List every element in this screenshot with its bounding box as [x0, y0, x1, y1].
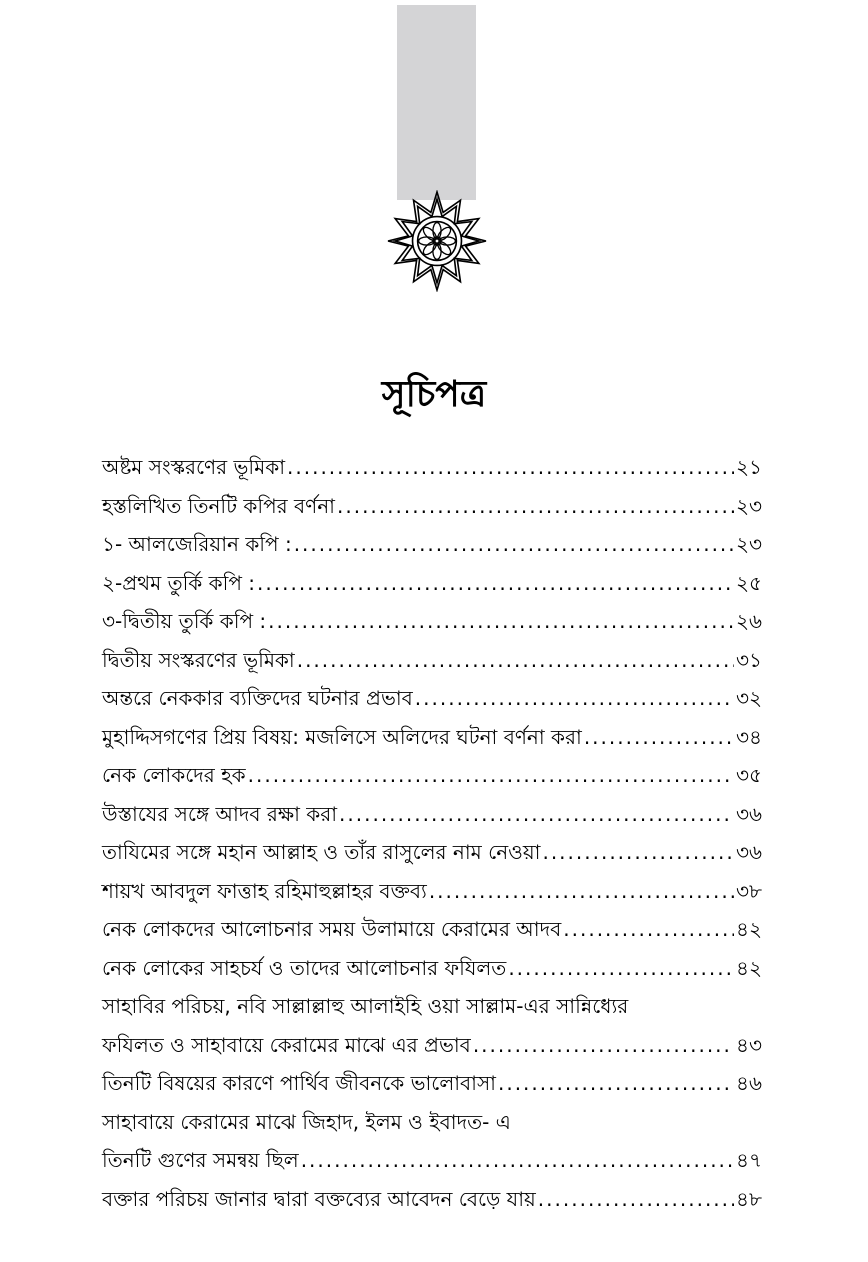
toc-entry-page: ৪৬	[736, 1071, 762, 1095]
toc-entry	[102, 1026, 762, 1065]
toc-entry	[102, 525, 762, 564]
toc-entry-page: ৩৬	[735, 840, 762, 864]
toc-entry	[102, 1180, 762, 1219]
toc-entry	[102, 641, 762, 680]
table-of-contents	[102, 448, 762, 1218]
toc-entry-page: ৪৮	[736, 1186, 762, 1211]
dot-leader	[542, 833, 734, 872]
toc-entry-title: মুহাদ্দিসগণের প্রিয় বিষয়: মজলিসে অলিদের ঘটনা বর্ণনা করা	[102, 724, 582, 749]
toc-entry-title: নেক লোকদের হক	[102, 763, 246, 787]
page-title: সূচিপত্র	[381, 374, 487, 415]
toc-entry	[102, 448, 762, 487]
toc-entry-title: দ্বিতীয় সংস্করণের ভূমিকা	[102, 647, 295, 672]
toc-entry-title: তাযিমের সঙ্গে মহান আল্লাহ ও তাঁর রাসুলের নাম নেওয়া	[102, 840, 541, 864]
toc-entry-title: তিনটি গুণের সমন্বয় ছিল	[102, 1148, 299, 1172]
toc-entry-page: ৪২	[736, 955, 762, 980]
toc-entry-title: শায়খ আবদুল ফাত্তাহ রহিমাহুল্লাহর বক্তব্য	[102, 878, 427, 903]
toc-entry-page: ২১	[736, 455, 762, 479]
toc-entry-page: ৩৬	[735, 801, 762, 826]
dot-leader	[297, 641, 734, 680]
toc-entry-title: ৩-দ্বিতীয় তুর্কি কপি :	[102, 609, 267, 633]
toc-entry	[102, 795, 762, 834]
toc-entry	[102, 872, 762, 911]
toc-entry	[102, 602, 762, 641]
dot-leader	[563, 910, 734, 949]
toc-entry	[102, 1064, 762, 1103]
toc-entry-page: ৩৫	[736, 763, 762, 787]
dot-leader	[498, 1064, 734, 1103]
dot-leader	[508, 949, 734, 988]
toc-entry-page: ৩১	[736, 647, 762, 672]
toc-entry-page: ৪৩	[736, 1032, 762, 1057]
toc-entry-page: ৪২	[736, 917, 762, 941]
dot-leader	[257, 564, 734, 603]
toc-entry	[102, 564, 762, 603]
toc-entry-title: হস্তলিখিত তিনটি কপির বর্ণনা	[102, 493, 335, 518]
toc-entry	[102, 487, 762, 526]
toc-entry-page: ৩৮	[736, 878, 762, 903]
toc-entry-page: ৩৪	[736, 724, 762, 749]
dot-leader	[287, 448, 734, 487]
toc-entry-page: ২৬	[735, 609, 762, 633]
toc-entry-page: ৪৭	[736, 1148, 762, 1172]
toc-entry-title: ১- আলজেরিয়ান কপি :	[102, 532, 292, 556]
toc-entry	[102, 949, 762, 988]
toc-entry-title: নেক লোকদের আলোচনার সময় উলামায়ে কেরামের আদব	[102, 917, 562, 941]
toc-entry	[102, 756, 762, 795]
dot-leader	[337, 487, 734, 526]
bookmark-ribbon	[397, 5, 476, 200]
toc-entry-title: সাহাবায়ে কেরামের মাঝে জিহাদ, ইলম ও ইবাদত- এ	[102, 1109, 511, 1134]
dot-leader	[584, 718, 734, 757]
toc-entry-page: ৩২	[735, 686, 762, 710]
star-mandala-icon	[386, 190, 488, 292]
toc-entry-title: ফযিলত ও সাহাবায়ে কেরামের মাঝে এর প্রভাব	[102, 1032, 471, 1057]
toc-entry-title: উস্তাযের সঙ্গে আদব রক্ষা করা	[102, 801, 338, 826]
toc-entry-page: ২৩	[735, 532, 762, 556]
dot-leader	[248, 756, 734, 795]
dot-leader	[294, 525, 734, 564]
dot-leader	[339, 795, 734, 834]
dot-leader	[473, 1026, 734, 1065]
toc-entry	[102, 833, 762, 872]
toc-entry-title: নেক লোকের সাহচর্য ও তাদের আলোচনার ফযিলত	[102, 955, 507, 980]
dot-leader	[538, 1180, 734, 1219]
toc-entry-title: তিনটি বিষয়ের কারণে পার্থিব জীবনকে ভালোবাসা	[102, 1071, 496, 1095]
toc-entry-title: অষ্টম সংস্করণের ভূমিকা	[102, 455, 286, 479]
toc-entry	[102, 718, 762, 757]
toc-entry	[102, 1103, 762, 1142]
toc-entry-title: সাহাবির পরিচয়, নবি সাল্লাল্লাহু আলাইহি ওয়া সাল্লাম-এর সান্নিধ্যের	[102, 994, 629, 1018]
toc-entry	[102, 1141, 762, 1180]
toc-entry-title: অন্তরে নেককার ব্যক্তিদের ঘটনার প্রভাব	[102, 686, 413, 710]
toc-entry	[102, 910, 762, 949]
dot-leader	[301, 1141, 734, 1180]
dot-leader	[415, 679, 734, 718]
dot-leader	[268, 602, 734, 641]
toc-entry	[102, 679, 762, 718]
dot-leader	[429, 872, 734, 911]
toc-entry-page: ২৫	[736, 570, 762, 595]
toc-entry-title: বক্তার পরিচয় জানার দ্বারা বক্তব্যের আবেদন বেড়ে যায়	[102, 1186, 536, 1211]
toc-entry-page: ২৩	[735, 493, 762, 518]
toc-entry-title: ২-প্রথম তুর্কি কপি :	[102, 570, 256, 595]
toc-entry	[102, 987, 762, 1026]
